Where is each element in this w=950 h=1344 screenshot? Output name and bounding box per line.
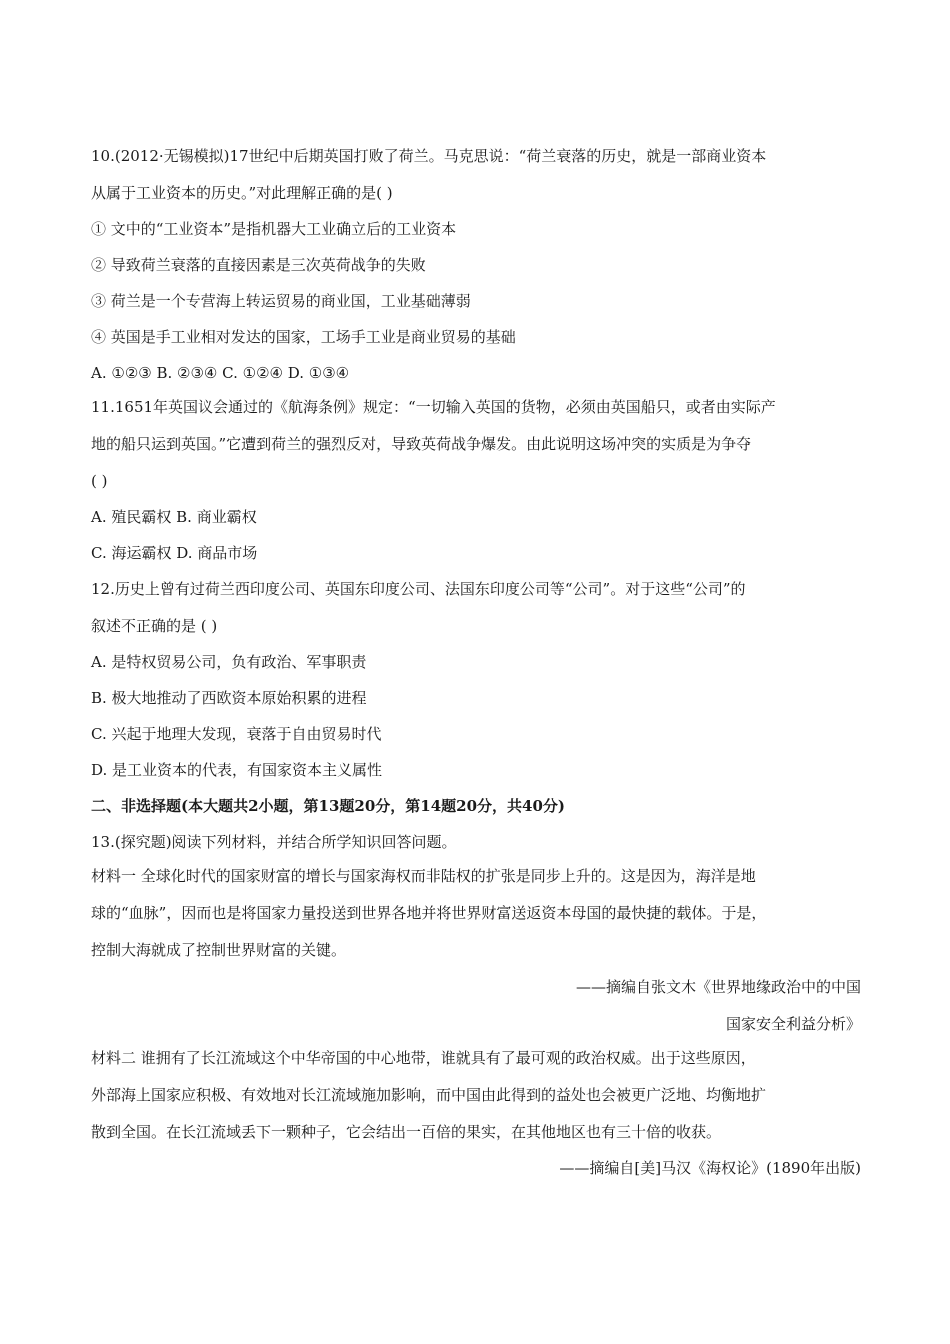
q13-intro: 13.(探究题)阅读下列材料，并结合所学知识回答问题。 [91, 833, 457, 851]
q10-options: A. ①②③ B. ②③④ C. ①②④ D. ①③④ [91, 364, 350, 382]
q11-stem-line3: ( ) [91, 472, 108, 490]
q13-material1-line1: 材料一 全球化时代的国家财富的增长与国家海权而非陆权的扩张是同步上升的。这是因为，海洋是地 [91, 867, 756, 885]
q13-material1-source-line2: 国家安全利益分析》 [725, 1015, 861, 1033]
q12-stem-line2: 叙述不正确的是 ( ) [91, 617, 218, 635]
q13-material1-line2: 球的“血脉”，因而也是将国家力量投送到世界各地并将世界财富送返资本母国的最快捷的载体。于是， [91, 904, 767, 922]
q11-stem-line1: 11.1651年英国议会通过的《航海条例》规定：“一切输入英国的货物，必须由英国船只，或者由实际产 [91, 398, 776, 416]
q13-material1-source-line1: ——摘编自张文木《世界地缘政治中的中国 [575, 978, 861, 996]
q13-material2-line1: 材料二 谁拥有了长江流域这个中华帝国的中心地带，谁就具有了最可观的政治权威。出于这些原因， [91, 1049, 756, 1067]
section-heading: 二、非选择题(本大题共2小题，第13题20分，第14题20分，共40分) [91, 797, 566, 815]
q13-material1-line3: 控制大海就成了控制世界财富的关键。 [91, 941, 347, 959]
q10-item-3: ③ 荷兰是一个专营海上转运贸易的商业国，工业基础薄弱 [91, 292, 471, 310]
q11-options-ab: A. 殖民霸权 B. 商业霸权 [91, 508, 257, 526]
q10-item-4: ④ 英国是手工业相对发达的国家，工场手工业是商业贸易的基础 [91, 328, 516, 346]
q11-stem-line2: 地的船只运到英国。”它遭到荷兰的强烈反对，导致英荷战争爆发。由此说明这场冲突的实质是为争夺 [91, 435, 752, 453]
q13-material2-line3: 散到全国。在长江流域丢下一颗种子，它会结出一百倍的果实，在其他地区也有三十倍的收获。 [91, 1123, 722, 1141]
document-page [91, 146, 861, 1178]
q12-option-c: C. 兴起于地理大发现，衰落于自由贸易时代 [91, 725, 382, 743]
q12-option-d: D. 是工业资本的代表，有国家资本主义属性 [91, 761, 383, 779]
q10-stem-line2: 从属于工业资本的历史。”对此理解正确的是( ) [91, 184, 393, 202]
q13-material2-source: ——摘编自[美]马汉《海权论》(1890年出版) [559, 1159, 861, 1177]
q12-stem-line1: 12.历史上曾有过荷兰西印度公司、英国东印度公司、法国东印度公司等“公司”。对于这些“公司”的 [91, 580, 746, 598]
q10-item-1: ① 文中的“工业资本”是指机器大工业确立后的工业资本 [91, 220, 457, 238]
q12-option-a: A. 是特权贸易公司，负有政治、军事职责 [91, 653, 367, 671]
q12-option-b: B. 极大地推动了西欧资本原始积累的进程 [91, 689, 367, 707]
q10-stem-line1: 10.(2012·无锡模拟)17世纪中后期英国打败了荷兰。马克思说：“荷兰衰落的历史，就是一部商业资本 [91, 147, 767, 165]
q13-material2-line2: 外部海上国家应积极、有效地对长江流域施加影响，而中国由此得到的益处也会被更广泛地、均衡地扩 [91, 1086, 767, 1104]
q10-item-2: ② 导致荷兰衰落的直接因素是三次英荷战争的失败 [91, 256, 426, 274]
q11-options-cd: C. 海运霸权 D. 商品市场 [91, 544, 258, 562]
